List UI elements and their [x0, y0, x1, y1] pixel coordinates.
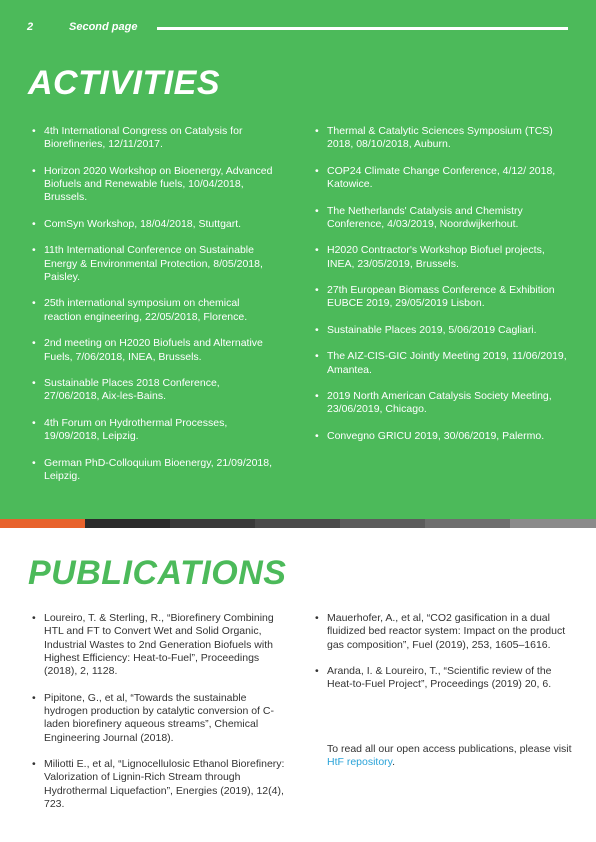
publications-list-left — [30, 612, 287, 824]
activity-item: • 4th International Congress on Catalysis for Biorefineries, 12/11/2017. — [30, 125, 275, 152]
activity-item: • 2nd meeting on H2020 Biofuels and Alternative Fuels, 7/06/2018, INEA, Brussels. — [30, 337, 275, 364]
activities-list-left — [30, 125, 275, 496]
publication-item: • Loureiro, T. & Sterling, R., “Biorefinery Combining HTL and FT to Convert Wet and Solid Organic, Industrial Wastes to 2nd Generation Biofuels with Highest Efficiency: Heat-to-Fuel”, Proceedings (2018), 2, 1128. — [30, 612, 287, 678]
header-rule — [157, 27, 568, 30]
publications-list-right — [313, 612, 570, 705]
activity-item: • Thermal & Catalytic Sciences Symposium (TCS) 2018, 08/10/2018, Auburn. — [313, 125, 573, 152]
activity-item: • The AIZ-CIS-GIC Jointly Meeting 2019, 11/06/2019, Amantea. — [313, 350, 573, 377]
activity-item: • 11th International Conference on Sustainable Energy & Environmental Protection, 8/05/2018, Paisley. — [30, 244, 275, 284]
activity-item: • 2019 North American Catalysis Society Meeting, 23/06/2019, Chicago. — [313, 390, 573, 417]
activity-item: • Sustainable Places 2018 Conference, 27/06/2018, Aix-les-Bains. — [30, 377, 275, 404]
divider-stripe-gray — [510, 519, 596, 528]
activity-item: • COP24 Climate Change Conference, 4/12/ 2018, Katowice. — [313, 165, 573, 192]
publication-item: • Aranda, I. & Loureiro, T., “Scientific review of the Heat-to-Fuel Project”, Proceedings (2019) 20, 6. — [313, 665, 570, 692]
divider-stripe-dark — [85, 519, 170, 528]
activities-title: ACTIVITIES — [28, 64, 221, 102]
activity-item: • Horizon 2020 Workshop on Bioenergy, Advanced Biofuels and Renewable fuels, 10/04/2018, Brussels. — [30, 165, 275, 205]
activities-list-right — [313, 125, 573, 456]
divider-stripe-gray — [340, 519, 425, 528]
publications-title: PUBLICATIONS — [28, 554, 287, 592]
activity-item: • ComSyn Workshop, 18/04/2018, Stuttgart. — [30, 218, 275, 231]
open-access-note — [327, 743, 577, 770]
activity-item: • 4th Forum on Hydrothermal Processes, 19/09/2018, Leipzig. — [30, 417, 275, 444]
activity-item: • The Netherlands' Catalysis and Chemistry Conference, 4/03/2019, Noordwijkerhout. — [313, 205, 573, 232]
activity-item: • Convegno GRICU 2019, 30/06/2019, Palermo. — [313, 430, 573, 443]
divider-stripe-gray — [255, 519, 340, 528]
activity-item: • H2020 Contractor's Workshop Biofuel projects, INEA, 23/05/2019, Brussels. — [313, 244, 573, 271]
activity-item: • 25th international symposium on chemical reaction engineering, 22/05/2018, Florence. — [30, 297, 275, 324]
activity-item: • 27th European Biomass Conference & Exhibition EUBCE 2019, 29/05/2019 Lisbon. — [313, 284, 573, 311]
note-text: To read all our open access publications, please visit — [327, 743, 572, 755]
divider-stripe-gray — [425, 519, 510, 528]
note-suffix: . — [392, 756, 396, 769]
publication-item: • Pipitone, G., et al, “Towards the sustainable hydrogen production by catalytic conversion of C-laden biorefinery aqueous streams”, Chemical Engineering Journal (2018). — [30, 692, 287, 745]
divider-stripe-orange — [0, 519, 85, 528]
activity-item: • Sustainable Places 2019, 5/06/2019 Cagliari. — [313, 324, 573, 337]
publication-item: • Mauerhofer, A., et al, “CO2 gasification in a dual fluidized bed reactor system: Impact on the product gas composition”, Fuel (2019), 253, 1605–1616. — [313, 612, 570, 652]
divider-stripe-dark — [170, 519, 255, 528]
activity-item: • German PhD-Colloquium Bioenergy, 21/09/2018, Leipzig. — [30, 457, 275, 484]
htf-repository-link[interactable]: HtF repository — [327, 756, 393, 769]
page-number: 2 — [27, 21, 34, 33]
page-label: Second page — [69, 21, 138, 33]
publication-item: • Miliotti E., et al, “Lignocellulosic Ethanol Biorefinery: Valorization of Lignin-Rich Stream through Hydrothermal Liquefaction”, Energies (2019), 12(4), 723. — [30, 758, 287, 811]
